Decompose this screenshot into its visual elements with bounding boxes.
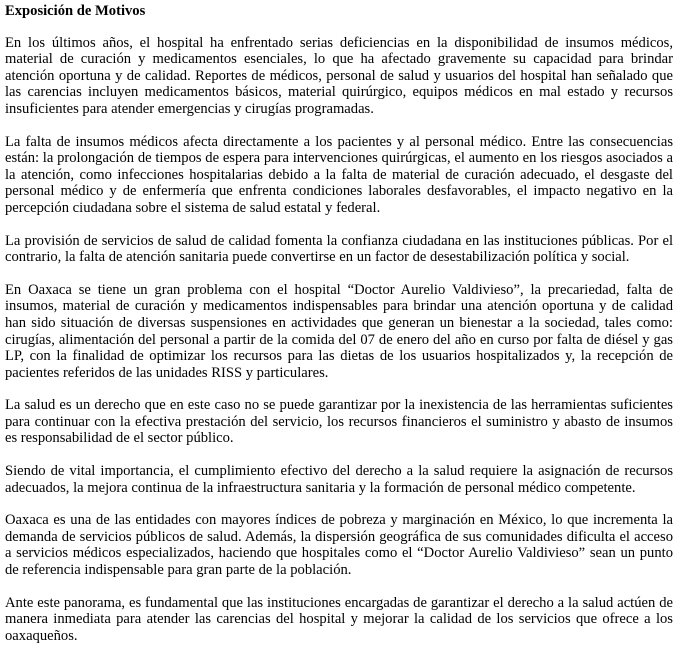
paragraph-4: En Oaxaca se tiene un gran problema con el hospital “Doctor Aurelio Valdivieso”, la precariedad, falta de insumos, material de curación y medicamentos indispensables para brindar una atención oportuna y de calidad han sido situación de diversas suspensiones en actividades que generan un bienestar a la sociedad, tales como: cirugías, alimentación del personal a partir de la comida del 07 de enero del año en curso por falta de diésel y gas LP, con la finalidad de optimizar los recursos para las dietas de los usuarios hospitalizados y, la recepción de pacientes referidos de las unidades RISS y particulares. <box>5 281 673 381</box>
document-title: Exposición de Motivos <box>5 3 146 19</box>
paragraph-5: La salud es un derecho que en este caso no se puede garantizar por la inexistencia de las herramientas suficientes para continuar con la efectiva prestación del servicio, los recursos financieros el suministro y abasto de insumos es responsabilidad de el sector público. <box>5 397 673 447</box>
paragraph-3: La provisión de servicios de salud de calidad fomenta la confianza ciudadana en las instituciones públicas. Por el contrario, la falta de atención sanitaria puede convertirse en un factor de desestabilización política y social. <box>5 232 673 266</box>
paragraph-6: Siendo de vital importancia, el cumplimiento efectivo del derecho a la salud requiere la asignación de recursos adecuados, la mejora continua de la infraestructura sanitaria y la formación de personal médico competente. <box>5 463 673 496</box>
paragraph-1: En los últimos años, el hospital ha enfrentado serias deficiencias en la disponibilidad de insumos médicos, material de curación y medicamentos esenciales, lo que ha afectado gravemente su capacidad para brindar atención oportuna y de calidad. Reportes de médicos, personal de salud y usuarios del hospital han señalado que las carencias incluyen medicamentos básicos, material quirúrgico, equipos médicos en mal estado y recursos insuficientes para atender emergencias y cirugías programadas. <box>5 34 673 117</box>
paragraph-8: Ante este panorama, es fundamental que las instituciones encargadas de garantizar el derecho a la salud actúen de manera inmediata para atender las carencias del hospital y mejorar la calidad de los servicios que ofrece a los oaxaqueños. <box>5 594 673 644</box>
paragraph-2: La falta de insumos médicos afecta directamente a los pacientes y al personal médico. Entre las consecuencias están: la prolongación de tiempos de espera para intervenciones quirúrgicas, el aumento en los riesgos asociados a la atención, como infecciones hospitalarias debido a la falta de material de curación adecuado, el desgaste del personal médico y de enfermería que enfrenta condiciones laborales desfavorables, el impacto negativo en la percepción ciudadana sobre el sistema de salud estatal y federal. <box>5 133 673 216</box>
paragraph-7: Oaxaca es una de las entidades con mayores índices de pobreza y marginación en México, lo que incrementa la demanda de servicios públicos de salud. Además, la dispersión geográfica de sus comunidades dificulta el acceso a servicios médicos especializados, haciendo que hospitales como el “Doctor Aurelio Valdivieso” sean un punto de referencia indispensable para gran parte de la población. <box>5 512 673 579</box>
